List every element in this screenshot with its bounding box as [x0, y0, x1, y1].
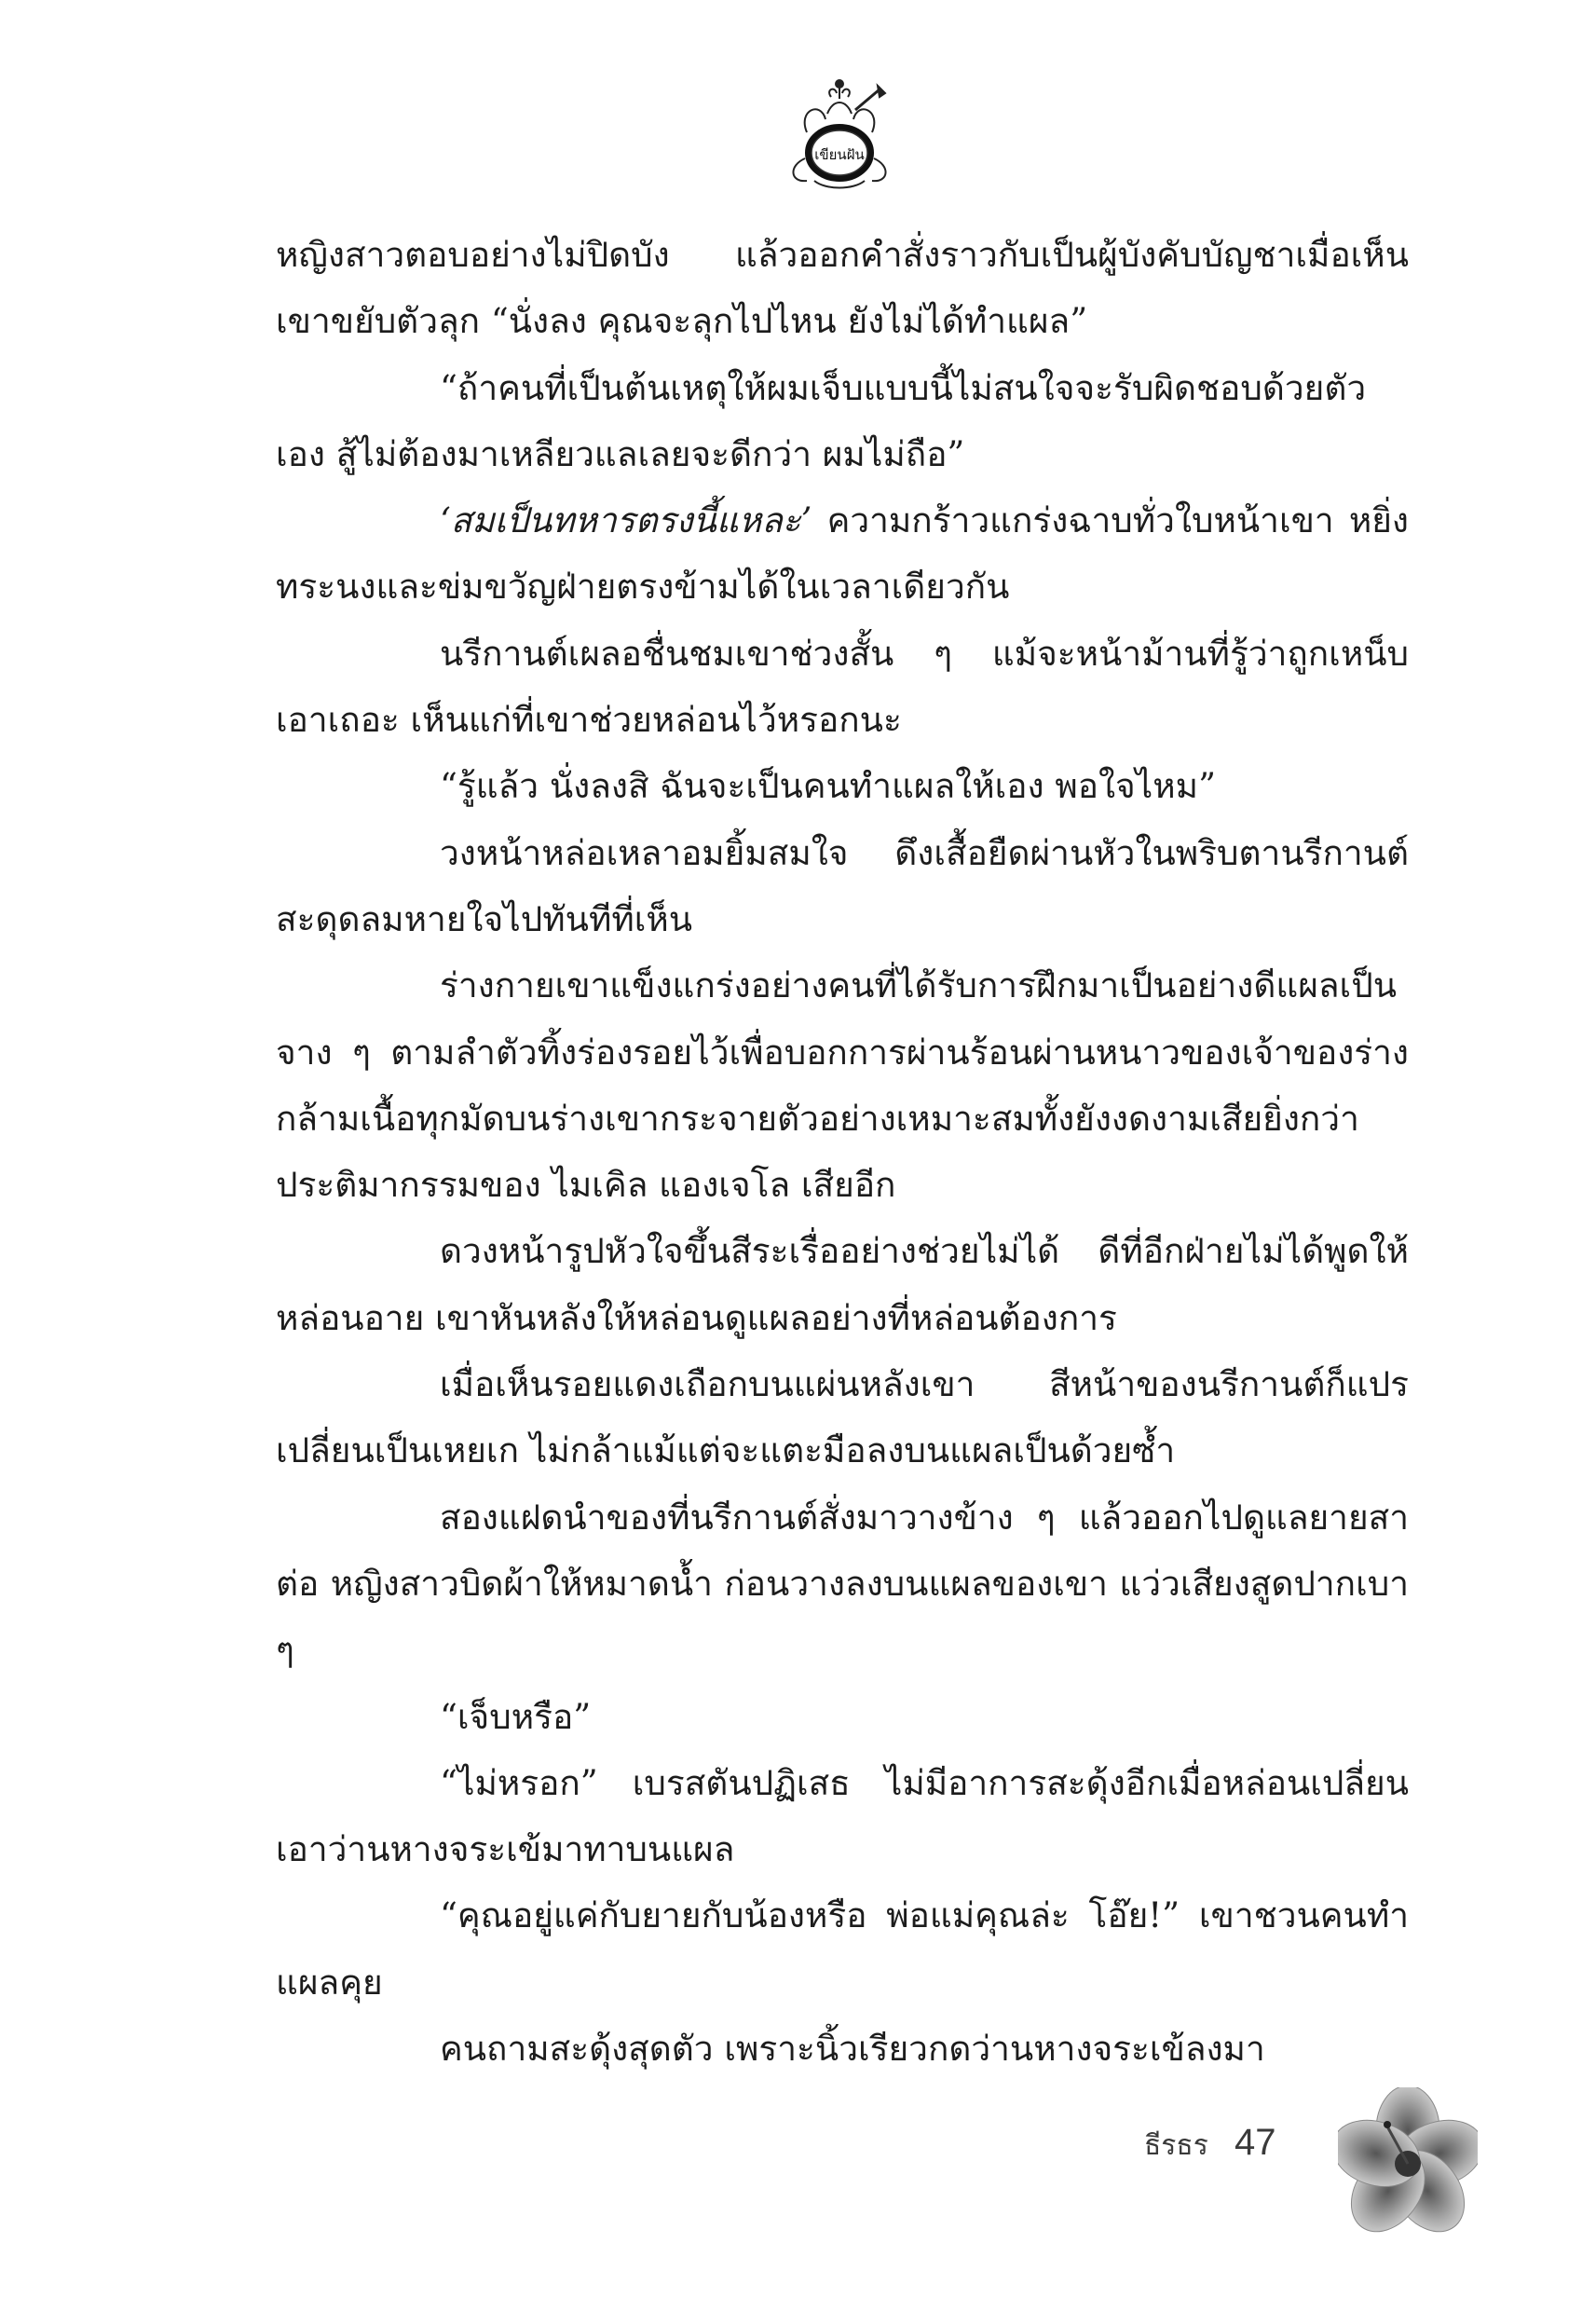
page-number: 47 — [1235, 2122, 1276, 2163]
emblem-lettering: เขียนฝัน — [814, 146, 865, 163]
paragraph-text: “เจ็บหรือ” — [440, 1696, 592, 1737]
paragraph — [276, 1218, 1409, 1351]
ornamental-crest-icon — [770, 73, 909, 212]
paragraph — [276, 952, 1409, 1218]
paragraph-text: “คุณอยู่แค่กับยายกับน้องหรือ พ่อแม่คุณล่ะ โอ๊ย!” เขาชวนคนทำแผลคุย — [276, 1895, 1409, 2003]
paragraph-text: “รู้แล้ว นั่งลงสิ ฉันจะเป็นคนทำแผลให้เอง พอใจไหม” — [440, 766, 1216, 807]
author-name: ธีรธร — [1144, 2129, 1208, 2162]
paragraph — [276, 1684, 1409, 1750]
paragraph-text: นรีกานต์เผลอชื่นชมเขาช่วงสั้น ๆ แม้จะหน้าม้านที่รู้ว่าถูกเหน็บ เอาเถอะ เห็นแก่ที่เขาช่วยหล่อนไว้หรอกนะ — [276, 633, 1409, 741]
paragraph — [276, 222, 1409, 355]
paragraph-text: หญิงสาวตอบอย่างไม่ปิดบัง แล้วออกคำสั่งราวกับเป็นผู้บังคับบัญชาเมื่อเห็นเขาขยับตัวลุก “นั่งลง คุณจะลุกไปไหน ยังไม่ได้ทำแผล” — [276, 235, 1409, 342]
paragraph — [276, 355, 1409, 488]
paragraph-text: วงหน้าหล่อเหลาอมยิ้มสมใจ ดึงเสื้อยืดผ่านหัวในพริบตานรีกานต์สะดุดลมหายใจไปทันทีที่เห็น — [276, 832, 1409, 939]
paragraph — [276, 1750, 1409, 1883]
paragraph-text: ดวงหน้ารูปหัวใจขึ้นสีระเรื่ออย่างช่วยไม่ได้ ดีที่อีกฝ่ายไม่ได้พูดให้หล่อนอาย เขาหันหลังให้หล่อนดูแผลอย่างที่หล่อนต้องการ — [276, 1231, 1409, 1338]
paragraph-text: คนถามสะดุ้งสุดตัว เพราะนิ้วเรียวกดว่านหางจระเข้ลงมา — [440, 2029, 1265, 2070]
italic-thought: ‘สมเป็นทหารตรงนี้แหละ’ — [440, 500, 812, 541]
paragraph — [276, 621, 1409, 754]
paragraph — [276, 1484, 1409, 1684]
paragraph — [276, 487, 1409, 621]
paragraph-text: “ไม่หรอก” เบรสตันปฏิเสธ ไม่มีอาการสะดุ้งอีกเมื่อหล่อนเปลี่ยนเอาว่านหางจระเข้มาทาบนแผล — [276, 1762, 1409, 1870]
paragraph-text: ความกร้าวแกร่งฉาบทั่วใบหน้าเขา หยิ่งทระนงและข่มขวัญฝ่ายตรงข้ามได้ในเวลาเดียวกัน — [276, 500, 1409, 608]
paragraph-text: ร่างกายเขาแข็งแกร่งอย่างคนที่ได้รับการฝึกมาเป็นอย่างดีแผลเป็นจาง ๆ ตามลำตัวทิ้งร่องรอยไว้เพื่อบอกการผ่านร้อนผ่านหนาวของเจ้าของร่าง กล้ามเนื้อทุกมัดบนร่างเขากระจายตัวอย่างเหมาะสมทั้งยังงดงามเสียยิ่งกว่าประติมากรรมของ ไมเคิล แองเจโล เสียอีก — [276, 965, 1409, 1206]
paragraph-text: สองแฝดนำของที่นรีกานต์สั่งมาวางข้าง ๆ แล้วออกไปดูแลยายสาต่อ หญิงสาวบิดผ้าให้หมาดน้ำ ก่อนวางลงบนแผลของเขา แว่วเสียงสูดปากเบา ๆ — [276, 1497, 1409, 1671]
page-body — [276, 222, 1409, 2082]
hibiscus-flower-icon — [1338, 2087, 1478, 2250]
paragraph-text: “ถ้าคนที่เป็นต้นเหตุให้ผมเจ็บแบบนี้ไม่สนใจจะรับผิดชอบด้วยตัวเอง สู้ไม่ต้องมาเหลียวแลเลยจะดีกว่า ผมไม่ถือ” — [276, 367, 1367, 474]
paragraph — [276, 753, 1409, 819]
paragraph — [276, 2016, 1409, 2082]
paragraph-text: เมื่อเห็นรอยแดงเถือกบนแผ่นหลังเขา สีหน้าของนรีกานต์ก็แปรเปลี่ยนเป็นเหยเก ไม่กล้าแม้แต่จะแตะมือลงบนแผลเป็นด้วยซ้ำ — [276, 1364, 1409, 1471]
paragraph — [276, 1882, 1409, 2016]
paragraph — [276, 820, 1409, 953]
page-footer — [1144, 2122, 1276, 2167]
paragraph — [276, 1351, 1409, 1484]
